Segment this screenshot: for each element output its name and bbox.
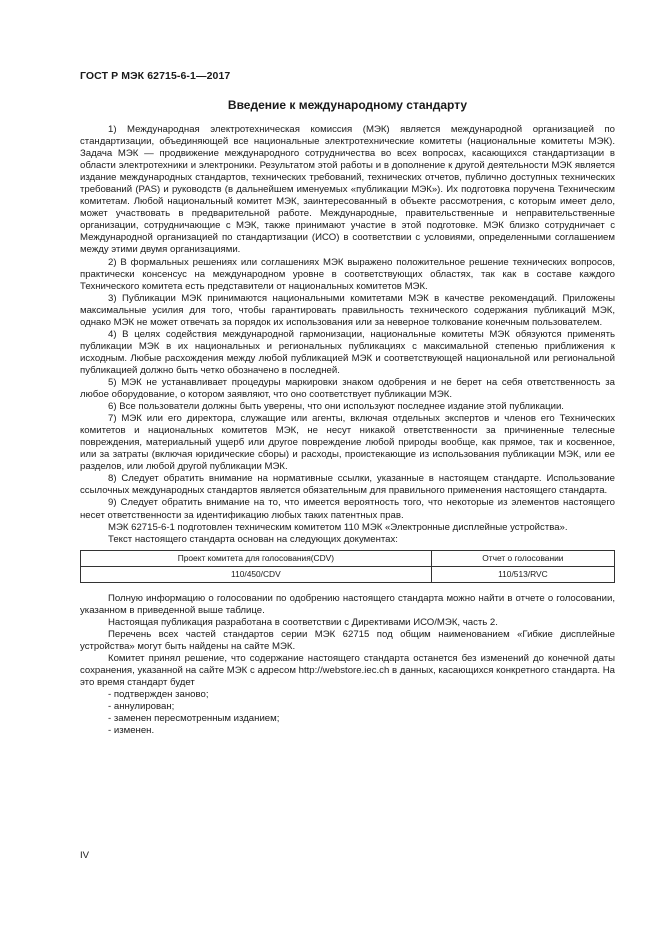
table-header-row xyxy=(81,550,615,566)
table-cell: 110/450/CDV xyxy=(81,566,432,582)
paragraph: Полную информацию о голосовании по одобрению настоящего стандарта можно найти в отчете о голосовании, указанном в приведенной выше таблице. xyxy=(80,592,615,616)
paragraph: Перечень всех частей стандартов серии МЭК 62715 под общим наименованием «Гибкие дисплейные устройства» могут быть найдены на сайте МЭК. xyxy=(80,628,615,652)
voting-documents-table xyxy=(80,550,615,583)
paragraph: 7) МЭК или его директора, служащие или агенты, включая отдельных экспертов и членов его Технических комитетов и национальных комитетов МЭК, не несут никакой ответственности за причиненные телесные повреждения, материальный ущерб или другое повреждение любой природы вообще, как прямое, так и косвенное, или за затраты (включая юридические сборы) и расходы, проистекающие из использования публикации МЭК, или ее разделов, или любой другой публикации МЭК. xyxy=(80,413,615,473)
paragraph: 6) Все пользователи должны быть уверены, что они используют последнее издание этой публикации. xyxy=(108,401,564,413)
table-cell: 110/513/RVC xyxy=(431,566,614,582)
paragraph: Текст настоящего стандарта основан на следующих документах: xyxy=(108,533,398,545)
paragraph: Комитет принял решение, что содержание настоящего стандарта останется без изменений до конечной даты сохранения, указанной на сайте МЭК с адресом http://webstore.iec.ch в данных, касающихся конкретного стандарта. На это время стандарт будет xyxy=(80,652,615,688)
list-item: - заменен пересмотренным изданием; xyxy=(108,713,280,725)
table-header-cell: Проект комитета для голосования(CDV) xyxy=(81,550,432,566)
paragraph: 2) В формальных решениях или соглашениях МЭК выражено положительное решение технических вопросов, практически консенсус на международном уровне в соответствующих областях, так как в составе каждого Технического комитета есть представители от национальных комитетов МЭК. xyxy=(80,256,615,292)
table-header-cell: Отчет о голосовании xyxy=(431,550,614,566)
paragraph: 5) МЭК не устанавливает процедуры маркировки знаком одобрения и не берет на себя ответственность за любое оборудование, о котором заявляют, что оно соответствует публикации МЭК. xyxy=(80,376,615,401)
list-item: - аннулирован; xyxy=(108,701,175,713)
paragraph: 8) Следует обратить внимание на нормативные ссылки, указанные в настоящем стандарте. Использование ссылочных международных стандартов является обязательным для правильного применения настоящего стандарта. xyxy=(80,473,615,497)
page-title: Введение к международному стандарту xyxy=(227,98,468,112)
list-item: - подтвержден заново; xyxy=(108,689,209,701)
document-body xyxy=(80,124,615,737)
paragraph: МЭК 62715-6-1 подготовлен техническим комитетом 110 МЭК «Электронные дисплейные устройства». xyxy=(108,521,568,533)
standard-id-header: ГОСТ Р МЭК 62715-6-1—2017 xyxy=(80,70,231,82)
paragraph: 9) Следует обратить внимание на то, что имеется вероятность того, что некоторые из элементов настоящего несет ответственности за идентификацию любых таких патентных прав. xyxy=(80,497,615,521)
paragraph: 3) Публикации МЭК принимаются национальными комитетами МЭК в качестве рекомендаций. Приложены максимальные усилия для того, чтобы гарантировать правильность технического содержания публикаций МЭК, однако МЭК не может отвечать за порядок их использования или за неверное толкование конечным пользователем. xyxy=(80,292,615,328)
paragraph: 1) Международная электротехническая комиссия (МЭК) является международной организацией по стандартизации, объединяющей все национальные электротехнические комитеты (национальные комитеты МЭК). Задача МЭК — продвижение международного сотрудничества во всех вопросах, касающихся стандартизации в области электротехники и электроники. Результатом этой работы и в дополнение к другой деятельности МЭК является издание международных стандартов, технических требований, технических отчетов, публично доступных технических требований (PAS) и руководств (в дальнейшем именуемых «публикации МЭК»). Их подготовка поручена Техническим комитетам. Любой национальный комитет МЭК, заинтересованный в объекте рассмотрения, с которым имеет дело, может участвовать в предварительной работе. Международные, правительственные и неправительственные организации, сотрудничающие с МЭК, также принимают участие в этой подготовке. МЭК близко сотрудничает с Международной организацией по стандартизации (ИСО) в соответствии с условиями, определенными соглашением между этими двумя организациями. xyxy=(80,124,615,256)
page-number: IV xyxy=(80,850,90,861)
paragraph: 4) В целях содействия международной гармонизации, национальные комитеты МЭК обязуются применять публикации МЭК в их национальных и региональных публикациях с максимальной степенью приближения к исходным. Любые расхождения между любой публикацией МЭК и соответствующей национальной или региональной публикацией должно быть четко обозначено в последней. xyxy=(80,328,615,376)
status-list xyxy=(80,689,615,737)
paragraph: Настоящая публикация разработана в соответствии с Директивами ИСО/МЭК, часть 2. xyxy=(108,616,498,628)
table-row xyxy=(81,566,615,582)
list-item: - изменен. xyxy=(108,725,155,737)
